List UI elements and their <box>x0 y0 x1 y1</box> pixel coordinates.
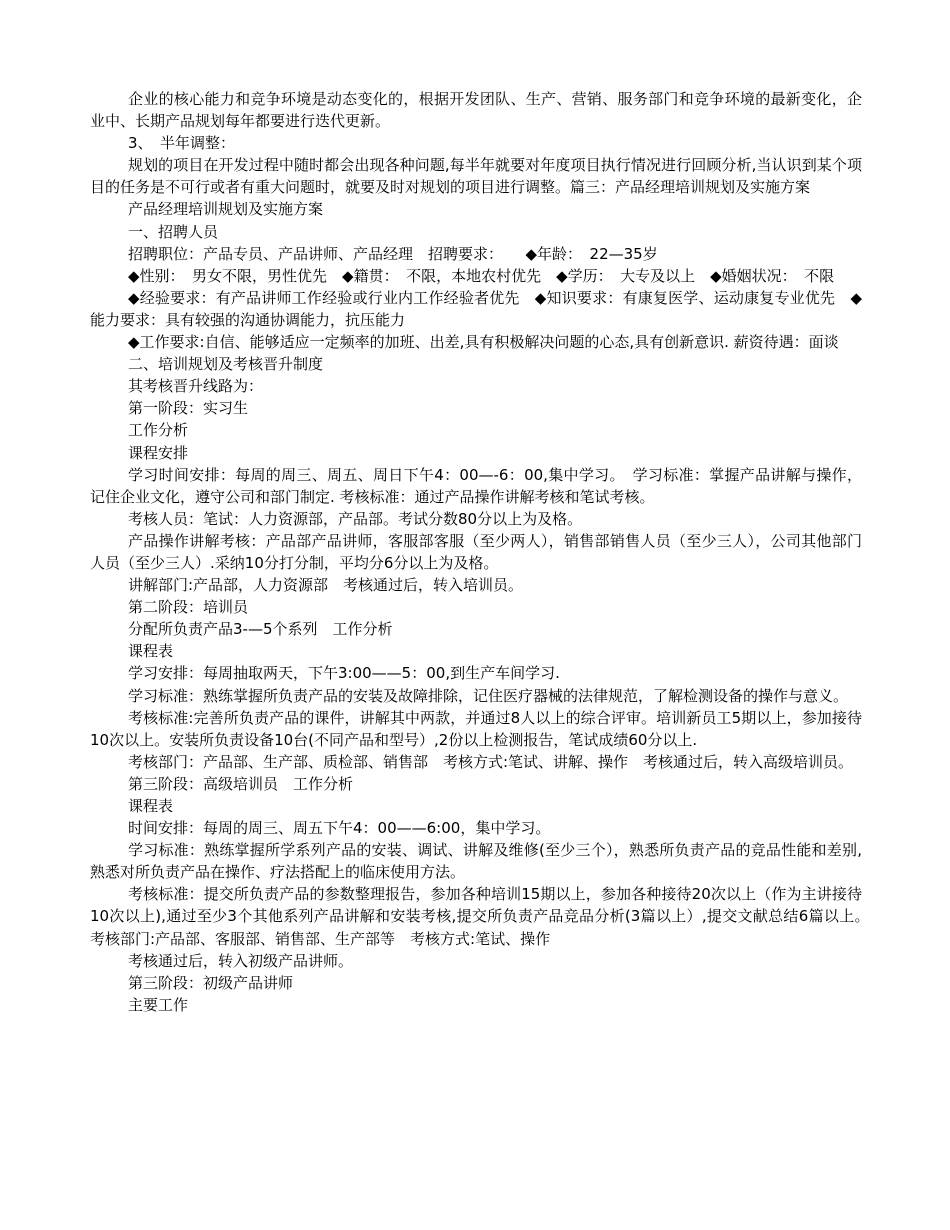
paragraph: 规划的项目在开发过程中随时都会出现各种问题,每半年就要对年度项目执行情况进行回顾分析,当认识到某个项目的任务是不可行或者有重大问题时，就要及时对规划的项目进行调整。篇三：产品经理培训规划及实施方案 <box>90 156 862 197</box>
stage-heading: 第一阶段：实习生 <box>128 399 249 418</box>
paragraph: 考核标准：提交所负责产品的参数整理报告，参加各种培训15期以上，参加各种接待20次以上（作为主讲接待10次以上),通过至少3个其他系列产品讲解和安装考核,提交所负责产品竞品分析(3篇以上）,提交文献总结6篇以上。 考核部门:产品部、客服部、销售部、生产部等 考核方式:笔试、操作 <box>90 885 878 948</box>
paragraph: 课程表 <box>128 797 174 815</box>
paragraph: 学习标准：熟练掌握所负责产品的安装及故障排除，记住医疗器械的法律规范，了解检测设备的操作与意义。 <box>128 686 849 705</box>
paragraph: 主要工作 <box>128 995 189 1014</box>
paragraph: 学习安排：每周抽取两天，下午3:00——5：00,到生产车间学习. <box>128 664 560 683</box>
paragraph: 3、 半年调整： <box>128 134 236 153</box>
paragraph: 考核标准:完善所负责产品的课件，讲解其中两款，并通过8人以上的综合评审。培训新员工5期以上，参加接待10次以上。安装所负责设备10台(不同产品和型号）,2份以上检测报告，笔试成绩60分以上. <box>90 708 862 749</box>
stage-heading: 第二阶段：培训员 <box>128 598 249 617</box>
paragraph: 其考核晋升线路为： <box>128 377 264 396</box>
paragraph: 考核部门：产品部、生产部、质检部、销售部 考核方式:笔试、讲解、操作 考核通过后，转入高级培训员。 <box>128 752 854 771</box>
paragraph: 讲解部门:产品部，人力资源部 考核通过后，转入培训员。 <box>128 576 524 595</box>
paragraph: 企业的核心能力和竞争环境是动态变化的，根据开发团队、生产、营销、服务部门和竞争环境的最新变化，企业中、长期产品规划每年都要进行迭代更新。 <box>90 90 862 131</box>
stage-heading: 第三阶段：高级培训员 工作分析 <box>128 774 354 793</box>
paragraph: 分配所负责产品3-—5个系列 工作分析 <box>128 620 393 639</box>
paragraph: 产品操作讲解考核：产品部产品讲师，客服部客服（至少两人），销售部销售人员（至少三人），公司其他部门人员（至少三人）.采纳10分打分制，平均分6分以上为及格。 <box>90 531 862 572</box>
paragraph: 工作分析 <box>128 421 189 440</box>
document-body <box>90 88 878 1016</box>
paragraph: 招聘职位：产品专员、产品讲师、产品经理 招聘要求： ◆年龄： 22—35岁 <box>128 244 658 263</box>
section-heading: 一、招聘人员 <box>128 222 219 241</box>
paragraph: 学习时间安排：每周的周三、周五、周日下午4：00—-6：00,集中学习。 学习标准：掌握产品讲解与操作，记住企业文化，遵守公司和部门制定. 考核标准：通过产品操作讲解考核和笔试考核。 <box>90 465 862 506</box>
paragraph: 考核通过后，转入初级产品讲师。 <box>128 951 354 970</box>
paragraph: 课程安排 <box>128 443 189 462</box>
paragraph: ◆性别： 男女不限，男性优先 ◆籍贯： 不限，本地农村优先 ◆学历： 大专及以上 ◆婚姻状况： 不限 <box>128 266 835 285</box>
paragraph: 学习标准：熟练掌握所学系列产品的安装、调试、讲解及维修(至少三个），熟悉所负责产品的竞品性能和差别,熟悉对所负责产品在操作、疗法搭配上的临床使用方法。 <box>90 841 862 882</box>
section-heading: 二、培训规划及考核晋升制度 <box>128 355 324 374</box>
paragraph: 产品经理培训规划及实施方案 <box>128 200 324 219</box>
paragraph: ◆经验要求：有产品讲师工作经验或行业内工作经验者优先 ◆知识要求：有康复医学、运动康复专业优先 ◆能力要求：具有较强的沟通协调能力，抗压能力 <box>90 288 862 329</box>
stage-heading: 第三阶段：初级产品讲师 <box>128 973 294 992</box>
paragraph: ◆工作要求:自信、能够适应一定频率的加班、出差,具有积极解决问题的心态,具有创新意识. 薪资待遇：面谈 <box>128 333 839 352</box>
paragraph: 时间安排：每周的周三、周五下午4：00——6:00，集中学习。 <box>128 819 551 838</box>
paragraph: 课程表 <box>128 642 174 661</box>
paragraph: 考核人员：笔试：人力资源部，产品部。考试分数80分以上为及格。 <box>128 509 583 528</box>
